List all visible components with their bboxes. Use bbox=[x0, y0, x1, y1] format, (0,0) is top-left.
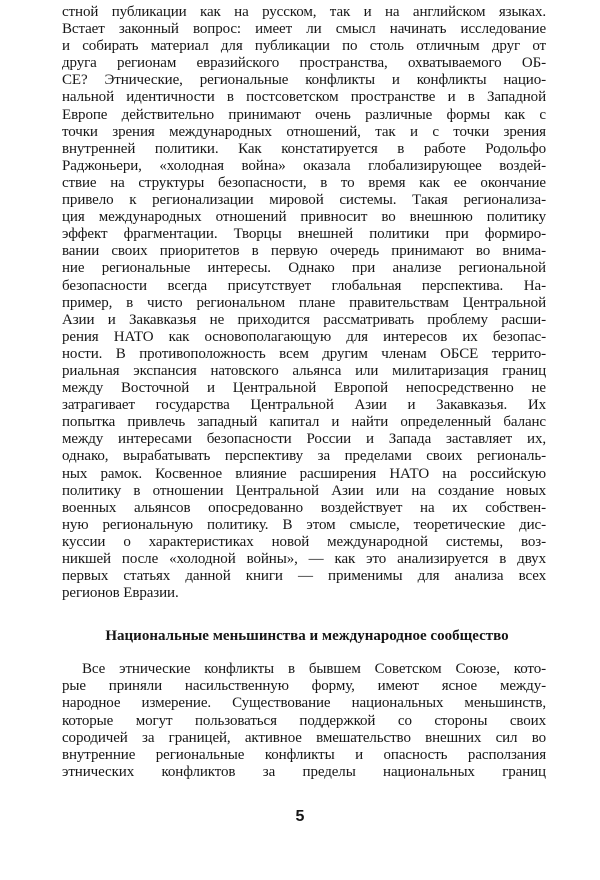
paragraph-2 bbox=[62, 661, 546, 781]
text-line: СЕ? Этнические, региональные конфликты и конфликты нацио- bbox=[62, 72, 546, 89]
text-line: внутренней политики. Как констатируется в работе Родольфо bbox=[62, 140, 546, 157]
text-line: точки зрения международных отношений, так и с точки зрения bbox=[62, 123, 546, 140]
text-line: ция международных отношений привносит во внешнюю политику bbox=[62, 209, 546, 226]
text-line: регионов Евразии. bbox=[62, 585, 179, 602]
text-line: и собирать материал для публикации по столь отличным друг от bbox=[62, 38, 546, 55]
text-line: никшей после «холодной войны», — как это анализируется в двух bbox=[62, 551, 546, 567]
text-line: ности. В противоположность всем другим членам ОБСЕ террито- bbox=[62, 345, 546, 362]
text-line: Встает законный вопрос: имеет ли смысл начинать исследование bbox=[62, 21, 546, 38]
text-line: внутренние региональные конфликты и опасность расползания bbox=[62, 746, 546, 763]
text-line: эффект фрагментации. Творцы внешней политики при формиро- bbox=[62, 226, 546, 243]
text-line: друга регионам евразийского пространства, охватываемого ОБ- bbox=[62, 55, 546, 72]
text-line: рения НАТО как основополагающую для интересов их безопас- bbox=[62, 328, 546, 345]
page-body bbox=[62, 4, 546, 781]
text-line: сородичей за границей, активное вмешательство внешних сил во bbox=[62, 729, 546, 746]
text-line: вании своих приоритетов в первую очередь принимают во внима- bbox=[62, 243, 546, 260]
text-line: между интересами безопасности России и Запада заставляет их, bbox=[62, 431, 546, 448]
text-line: ных рамок. Косвенное влияние расширения НАТО на российскую bbox=[62, 465, 546, 482]
text-line: нальной идентичности в постсоветском пространстве и в Западной bbox=[62, 89, 546, 106]
text-line: между Восточной и Центральной Европой непосредственно не bbox=[62, 380, 546, 397]
text-line: Раджоньери, «холодная война» оказала глобализирующее воздей- bbox=[62, 157, 546, 174]
text-line: политику в отношении Центральной Азии или на создание новых bbox=[62, 482, 546, 499]
text-line: ние региональные интересы. Однако при анализе региональной bbox=[62, 260, 546, 277]
text-line: этнических конфликтов за пределы национальных границ bbox=[62, 763, 546, 780]
text-line: безопасности всегда присутствует глобальная перспектива. На- bbox=[62, 277, 546, 294]
text-line: Азии и Закавказья не приходится рассматривать проблему расши- bbox=[62, 311, 546, 328]
text-line: народное измерение. Существование национальных меньшинств, bbox=[62, 695, 546, 712]
text-line: риальная экспансия натовского альянса или милитаризация границ bbox=[62, 362, 546, 379]
text-line: попытка привлечь западный капитал и найти определенный баланс bbox=[62, 414, 546, 431]
section-heading: Национальные меньшинства и международное сообщество bbox=[105, 628, 509, 645]
text-line: стной публикации как на русском, так и на английском языках. bbox=[62, 4, 546, 20]
text-line: куссии о характеристиках новой международной системы, воз- bbox=[62, 533, 546, 550]
text-line: которые могут пользоваться поддержкой со стороны своих bbox=[62, 712, 546, 729]
text-line: однако, вырабатывать перспективу за пределами своих региональ- bbox=[62, 448, 546, 465]
text-line: пример, в чисто региональном плане правительствам Центральной bbox=[62, 294, 546, 311]
text-line: привело к регионализации мировой системы. Такая регионализа- bbox=[62, 192, 546, 209]
text-line: рые приняли насильственную форму, имеют ясное между- bbox=[62, 678, 546, 695]
text-line: ствие на структуры безопасности, в то время как ее окончание bbox=[62, 174, 546, 191]
text-line: затрагивает государства Центральной Азии и Закавказья. Их bbox=[62, 397, 546, 414]
text-line: ную региональную политику. В этом смысле, теоретические дис- bbox=[62, 516, 546, 533]
paragraph-1 bbox=[62, 4, 546, 602]
text-line: первых статьях данной книги — применимы для анализа всех bbox=[62, 568, 546, 585]
page-number: 5 bbox=[295, 808, 305, 825]
text-line: военных альянсов опосредованно воздействует на их собствен- bbox=[62, 499, 546, 516]
text-line: Все этнические конфликты в бывшем Советском Союзе, кото- bbox=[82, 661, 546, 678]
text-line: Европе действительно принимают очень различные формы как с bbox=[62, 106, 546, 123]
